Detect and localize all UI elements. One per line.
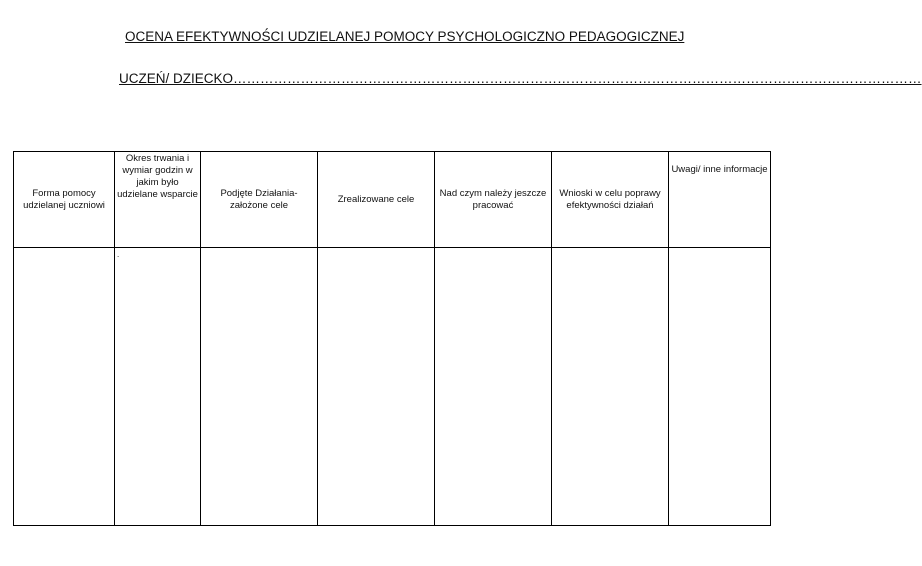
header-okres-trwania: Okres trwania i wymiar godzin w jakim było udzielane wsparcie: [115, 152, 201, 248]
cell-nad-czym-pracowac[interactable]: [435, 248, 552, 526]
header-wnioski: Wnioski w celu poprawy efektywności działań: [552, 152, 669, 248]
cell-wnioski[interactable]: [552, 248, 669, 526]
cell-mark: .: [117, 250, 120, 259]
evaluation-table: [13, 151, 771, 526]
cell-zrealizowane-cele[interactable]: [318, 248, 435, 526]
header-podjete-dzialania: Podjęte Działania- założone cele: [201, 152, 318, 248]
cell-forma-pomocy[interactable]: [14, 248, 115, 526]
header-uwagi: Uwagi/ inne informacje: [669, 152, 771, 248]
cell-podjete-dzialania[interactable]: [201, 248, 318, 526]
cell-uwagi[interactable]: [669, 248, 771, 526]
student-name-line: UCZEŃ/ DZIECKO………………………………………………………………………………………………………………………………………: [119, 71, 922, 86]
header-nad-czym-pracowac: Nad czym należy jeszcze pracować: [435, 152, 552, 248]
header-zrealizowane-cele: Zrealizowane cele: [318, 152, 435, 248]
cell-okres-trwania[interactable]: [115, 248, 201, 526]
table-header-row: [14, 152, 771, 248]
header-forma-pomocy: Forma pomocy udzielanej uczniowi: [14, 152, 115, 248]
table-row: [14, 248, 771, 526]
document-title: OCENA EFEKTYWNOŚCI UDZIELANEJ POMOCY PSYCHOLOGICZNO PEDAGOGICZNEJ: [125, 29, 685, 44]
